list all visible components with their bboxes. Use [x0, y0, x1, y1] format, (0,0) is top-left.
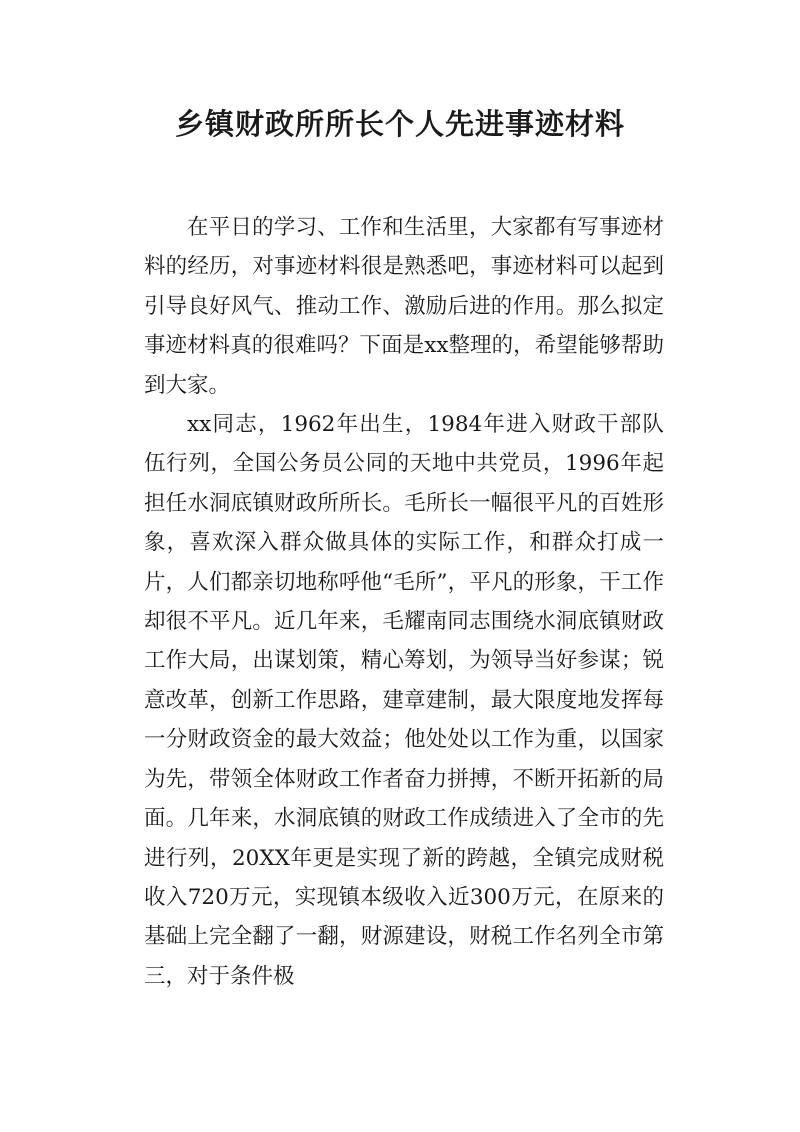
paragraph-intro: 在平日的学习、工作和生活里，大家都有写事迹材料的经历，对事迹材料很是熟悉吧，事迹材料可以起到引导良好风气、推动工作、激励后进的作用。那么拟定事迹材料真的很难吗？下面是xx整理的，希望能够帮助到大家。 [144, 215, 664, 398]
document-title: 乡镇财政所所长个人先进事迹材料 [174, 107, 625, 141]
document-body [144, 208, 664, 996]
paragraph-biography: xx同志，1962年出生，1984年进入财政干部队伍行列，全国公务员公同的天地中共党员，1996年起担任水洞底镇财政所所长。毛所长一幅很平凡的百姓形象，喜欢深入群众做具体的实际工作，和群众打成一片，人们都亲切地称呼他“毛所”，平凡的形象，干工作却很不平凡。近几年来，毛耀南同志围绕水洞底镇财政工作大局，出谋划策，精心筹划，为领导当好参谋；锐意改革，创新工作思路，建章建制，最大限度地发挥每一分财政资金的最大效益；他处处以工作为重，以国家为先，带领全体财政工作者奋力拼搏，不断开拓新的局面。几年来，水洞底镇的财政工作成绩进入了全市的先进行列，20XX年更是实现了新的跨越，全镇完成财税收入720万元，实现镇本级收入近300万元，在原来的基础上完全翻了一翻，财源建设，财税工作名列全市第三，对于条件极 [144, 412, 664, 989]
